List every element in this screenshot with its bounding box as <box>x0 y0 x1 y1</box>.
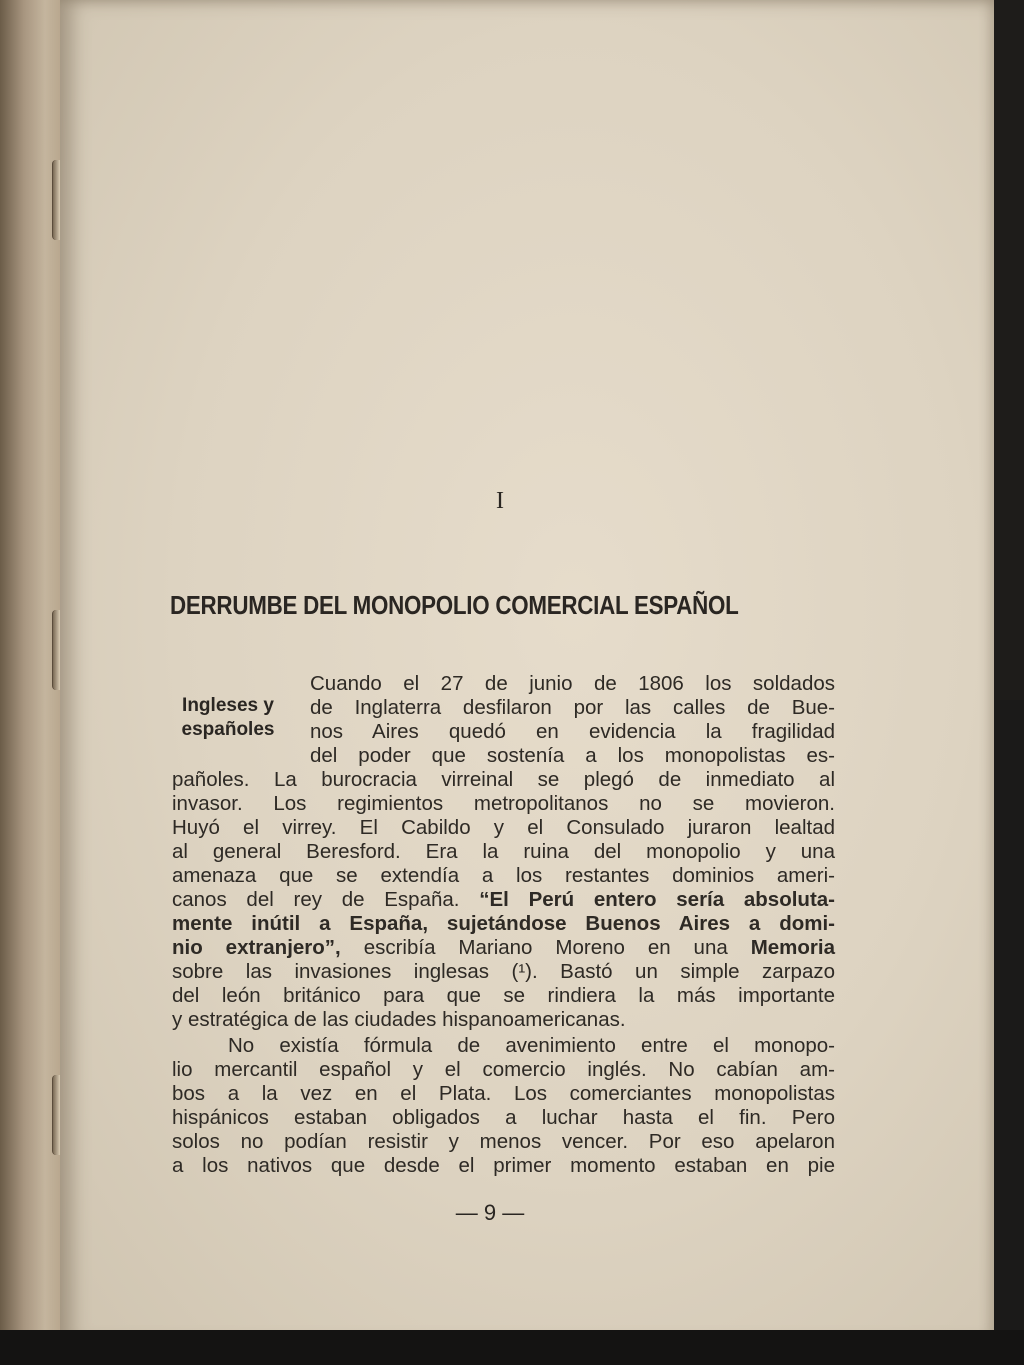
text-line: a los nativos que desde el primer momento estaban en pie <box>172 1154 835 1177</box>
background-surface <box>994 700 1024 1365</box>
paragraph-1-body <box>172 768 835 1032</box>
text-line <box>172 912 835 936</box>
text-line: No existía fórmula de avenimiento entre el monopo- <box>228 1034 835 1057</box>
text-line: y estratégica de las ciudades hispanoamericanas. <box>172 1008 626 1031</box>
marginal-note-line: Ingleses y <box>182 695 274 716</box>
background-surface <box>0 1330 1024 1365</box>
work-title: Memoria <box>750 936 836 959</box>
text-line: lio mercantil español y el comercio inglés. No cabían am- <box>172 1058 835 1081</box>
page-number: — 9 — <box>455 1200 525 1225</box>
text-line: amenaza que se extendía a los restantes dominios ameri- <box>172 864 835 887</box>
text-line: Cuando el 27 de junio de 1806 los soldados <box>310 672 835 695</box>
text-line: pañoles. La burocracia virreinal se plegó de inmediato al <box>172 768 835 791</box>
plain-text: canos del rey de España. <box>172 888 460 911</box>
text-line: invasor. Los regimientos metropolitanos no se movieron. <box>172 792 835 815</box>
plain-text: escribía Mariano Moreno en una <box>363 936 728 959</box>
text-line: hispánicos estaban obligados a luchar hasta el fin. Pero <box>172 1106 835 1129</box>
quote-text: “El Perú entero sería absoluta- <box>479 888 835 911</box>
book-spine <box>0 0 60 1365</box>
chapter-title: DERRUMBE DEL MONOPOLIO COMERCIAL ESPAÑOL <box>170 590 739 620</box>
chapter-number: I <box>496 488 504 514</box>
quote-text: nio extranjero”, <box>172 936 341 959</box>
marginal-note-line: españoles <box>181 719 275 740</box>
text-line: sobre las invasiones inglesas (¹). Bastó un simple zarpazo <box>172 960 835 983</box>
quote-text: mente inútil a España, sujetándose Buenos Aires a domi- <box>172 912 835 935</box>
text-line-mixed <box>172 888 835 912</box>
text-line-mixed <box>172 936 835 960</box>
text-line: de Inglaterra desfilaron por las calles de Bue- <box>310 696 835 719</box>
marginal-note <box>172 694 284 742</box>
paragraph-1-indented <box>310 672 835 768</box>
text-line: del león británico para que se rindiera la más importante <box>172 984 835 1007</box>
text-line: Huyó el virrey. El Cabildo y el Consulado juraron lealtad <box>172 816 835 839</box>
text-line: del poder que sostenía a los monopolistas es- <box>310 744 835 767</box>
text-line: solos no podían resistir y menos vencer. Por eso apelaron <box>172 1130 835 1153</box>
paragraph-2 <box>172 1034 835 1178</box>
text-line: bos a la vez en el Plata. Los comerciantes monopolistas <box>172 1082 835 1105</box>
text-line: nos Aires quedó en evidencia la fragilidad <box>310 720 835 743</box>
text-line: al general Beresford. Era la ruina del monopolio y una <box>172 840 835 863</box>
